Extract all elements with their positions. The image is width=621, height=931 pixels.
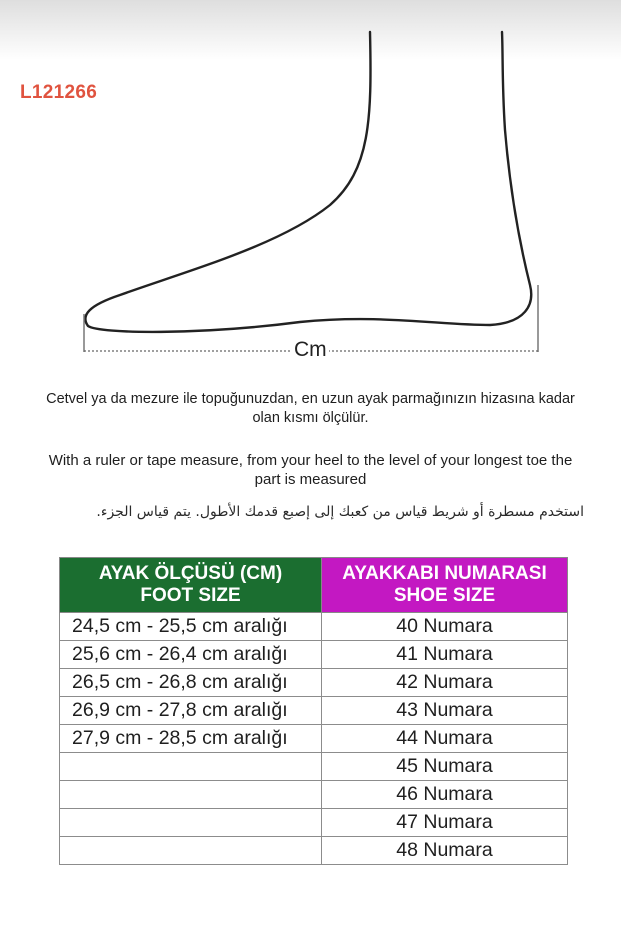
size-chart-table: [59, 557, 568, 865]
foot-size-cell: [60, 809, 322, 837]
table-row: [60, 697, 568, 725]
shoe-size-cell: 42 Numara: [322, 669, 568, 697]
foot-outline-illustration: [0, 0, 621, 380]
table-row: [60, 669, 568, 697]
table-row: [60, 725, 568, 753]
table-row: [60, 753, 568, 781]
shoe-size-cell: 46 Numara: [322, 781, 568, 809]
table-row: [60, 613, 568, 641]
shoe-size-cell: 47 Numara: [322, 809, 568, 837]
shoe-size-cell: 43 Numara: [322, 697, 568, 725]
header-foot-size-en: FOOT SIZE: [140, 585, 241, 606]
instruction-english: With a ruler or tape measure, from your heel to the level of your longest toe the part is measured: [48, 452, 573, 488]
foot-outline: [85, 32, 531, 332]
foot-size-cell: [60, 753, 322, 781]
measure-unit-label: Cm: [294, 338, 327, 361]
table-row: [60, 809, 568, 837]
header-shoe-size-en: SHOE SIZE: [393, 585, 496, 606]
table-row: [60, 641, 568, 669]
header-shoe-size-tr: AYAKKABI NUMARASI: [342, 563, 547, 584]
foot-size-cell: 24,5 cm - 25,5 cm aralığı: [60, 613, 322, 641]
instruction-turkish: Cetvel ya da mezure ile topuğunuzdan, en uzun ayak parmağınızın hizasına kadar olan kısmı ölçülür.: [46, 391, 575, 426]
shoe-size-cell: 48 Numara: [322, 837, 568, 865]
foot-size-cell: 26,5 cm - 26,8 cm aralığı: [60, 669, 322, 697]
foot-size-cell: 27,9 cm - 28,5 cm aralığı: [60, 725, 322, 753]
header-shoe-size: [322, 558, 568, 613]
foot-size-cell: 25,6 cm - 26,4 cm aralığı: [60, 641, 322, 669]
foot-size-cell: [60, 837, 322, 865]
shoe-size-cell: 45 Numara: [322, 753, 568, 781]
shoe-size-cell: 41 Numara: [322, 641, 568, 669]
foot-size-cell: 26,9 cm - 27,8 cm aralığı: [60, 697, 322, 725]
shoe-size-cell: 40 Numara: [322, 613, 568, 641]
product-code: L121266: [20, 82, 98, 103]
table-header-row: [60, 558, 568, 613]
instruction-arabic: استخدم مسطرة أو شريط قياس من كعبك إلى إصبع قدمك الأطول. يتم قياس الجزء.: [96, 504, 584, 520]
shoe-size-cell: 44 Numara: [322, 725, 568, 753]
header-foot-size: [60, 558, 322, 613]
header-foot-size-tr: AYAK ÖLÇÜSÜ (CM): [98, 563, 283, 584]
table-row: [60, 837, 568, 865]
foot-size-cell: [60, 781, 322, 809]
table-row: [60, 781, 568, 809]
